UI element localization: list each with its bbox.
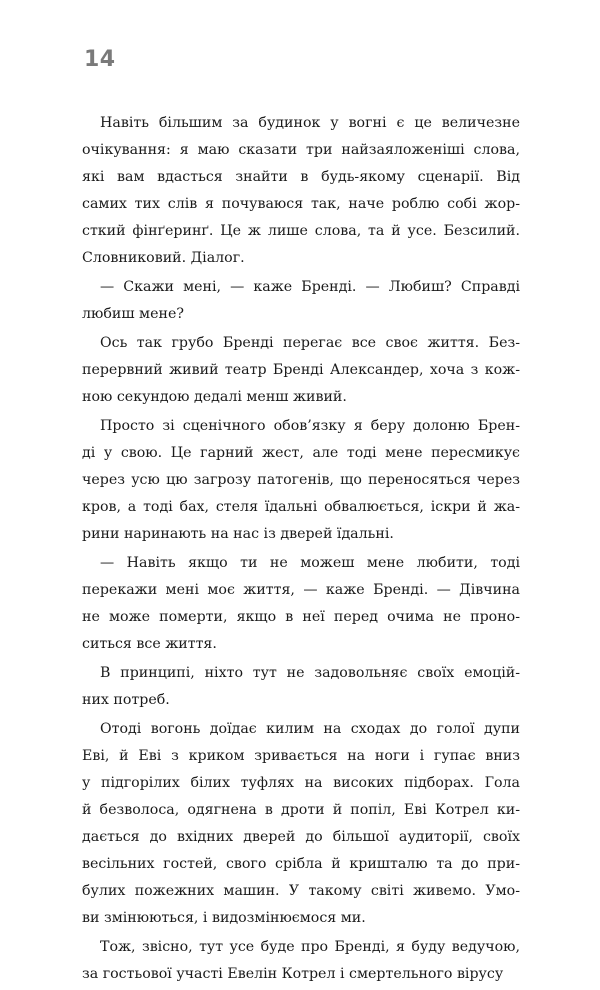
text-line: Навіть більшим за будинок у вогні є це величезне (100, 115, 520, 131)
paragraph (82, 660, 520, 714)
text-line: Просто зі сценічного обов’язку я беру долоню Брен- (100, 418, 520, 434)
text-line: — Навіть якщо ти не можеш мене любити, тоді (100, 555, 520, 571)
text-line: самих тих слів я почуваюся так, наче роблю собі жор- (82, 196, 520, 212)
paragraph (82, 413, 520, 548)
text-line: ситься все життя. (82, 636, 217, 652)
body-text (82, 110, 520, 990)
text-line: Ось так грубо Бренді перегає все своє життя. Без- (100, 335, 520, 351)
text-line: — Скажи мені, — каже Бренді. — Любиш? Справді (100, 279, 520, 295)
text-line: через усю цю загрозу патогенів, що переносяться через (82, 472, 520, 488)
text-line: ді у свою. Це гарний жест, але тоді мене пересмикує (82, 445, 520, 461)
text-line: очікування: я маю сказати три найзаяложеніші слова, (82, 142, 520, 158)
text-line: Словниковий. Діалог. (82, 250, 245, 266)
text-line: за гостьової участі Евелін Котрел і смертельного вірусу (82, 966, 504, 982)
text-line: булих пожежних машин. У такому світі живемо. Умо- (82, 883, 520, 899)
paragraph (82, 110, 520, 272)
text-line: ви змінюються, і видозмінюємося ми. (82, 910, 366, 926)
text-line: не може померти, якщо в неї перед очима не проно- (82, 609, 520, 625)
paragraph (82, 716, 520, 932)
paragraph (82, 934, 520, 988)
text-line: ною секундою дедалі менш живий. (82, 389, 347, 405)
text-line: них потреб. (82, 692, 170, 708)
text-line: які вам вдасться знайти в будь-якому сценарії. Від (82, 169, 520, 185)
paragraph (82, 330, 520, 411)
text-line: у підгорілих білих туфлях на високих підборах. Гола (82, 775, 520, 791)
text-line: й безволоса, одягнена в дроти й попіл, Еві Котрел ки- (82, 802, 520, 818)
text-line: кров, а тоді бах, стеля їдальні обвалюється, іскри й жа- (82, 499, 520, 515)
text-line: В принципі, ніхто тут не задовольняє своїх емоцій- (100, 665, 520, 681)
paragraph (82, 274, 520, 328)
paragraph (82, 550, 520, 658)
text-line: любиш мене? (82, 306, 184, 322)
text-line: весільних гостей, свого срібла й кришталю та до при- (82, 856, 520, 872)
text-line: рини наринають на нас із дверей їдальні. (82, 526, 394, 542)
text-line: перервний живий театр Бренді Александер, хоча з кож- (82, 362, 520, 378)
text-line: дається до вхідних дверей до більшої аудиторії, своїх (82, 829, 520, 845)
text-line: перекажи мені моє життя, — каже Бренді. — Дівчина (82, 582, 520, 598)
page-number: 14 (84, 47, 116, 72)
text-line: Еві, й Еві з криком зривається на ноги і гупає вниз (82, 748, 520, 764)
text-line: сткий фінґеринґ. Це ж лише слова, та й усе. Безсилий. (82, 223, 520, 239)
text-line: Отоді вогонь доїдає килим на сходах до голої дупи (100, 721, 520, 737)
text-line: Тож, звісно, тут усе буде про Бренді, я буду ведучою, (100, 939, 520, 955)
